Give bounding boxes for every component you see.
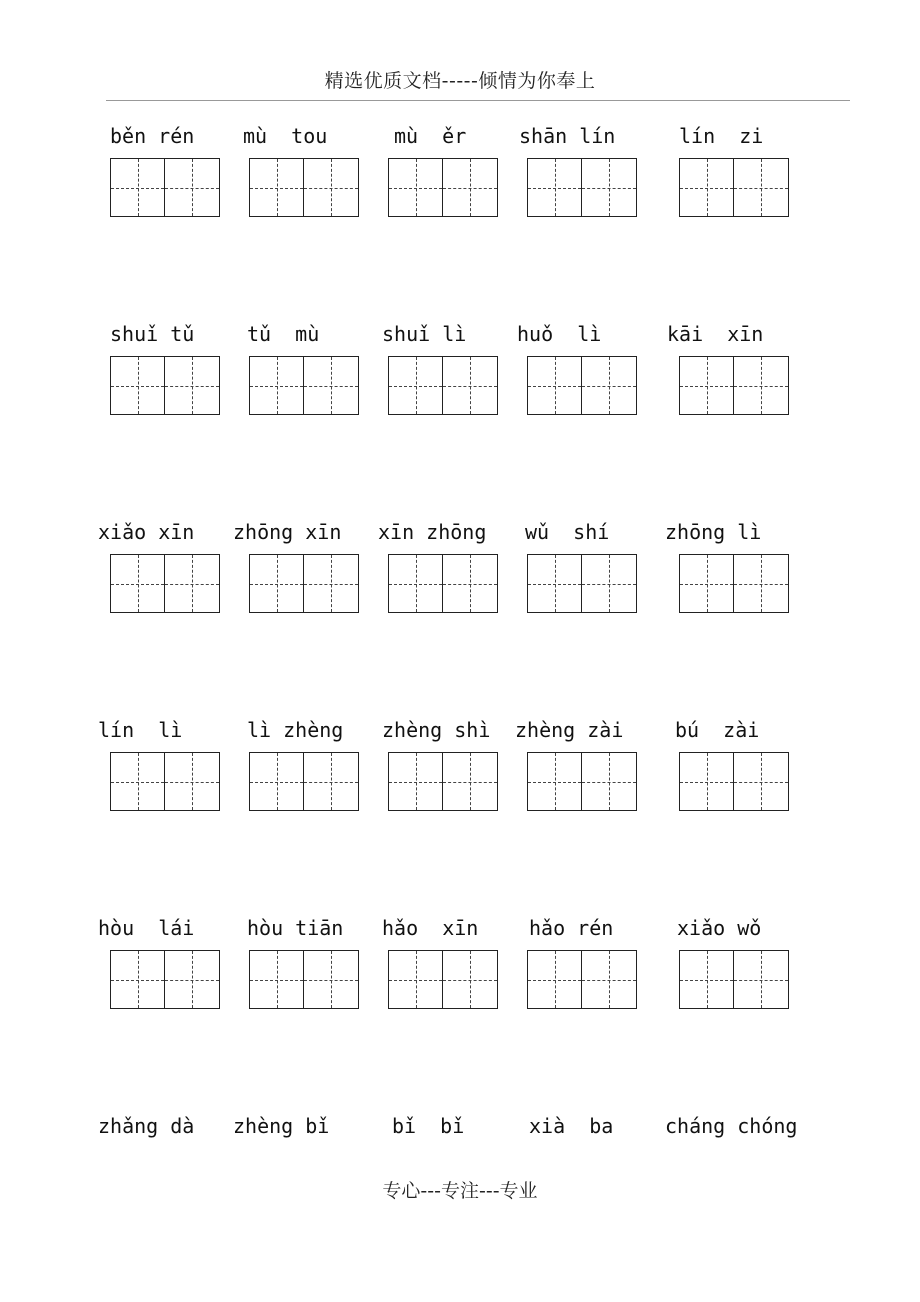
pinyin-label: cháng chóng [665,1114,798,1138]
pinyin-label: shuǐ lì [382,322,467,346]
writing-grid [679,356,789,415]
page-footer: 专心---专注---专业 [382,1180,538,1202]
grid-guide-horizontal [734,782,788,783]
pinyin-label: zhèng zài [515,718,624,742]
grid-guide-horizontal [304,980,358,981]
writing-grid [679,554,789,613]
writing-grid [527,950,637,1009]
tianzige-cell[interactable] [388,356,443,415]
grid-guide-horizontal [528,584,581,585]
pinyin-label: bǐ bǐ [392,1114,465,1138]
pinyin-label: huǒ lì [517,322,602,346]
tianzige-cell[interactable] [249,752,304,811]
grid-guide-horizontal [389,386,442,387]
tianzige-cell[interactable] [110,950,165,1009]
pinyin-label: hòu tiān [247,916,344,940]
tianzige-cell[interactable] [582,554,637,613]
writing-grid [110,356,220,415]
writing-grid [679,158,789,217]
writing-grid [527,158,637,217]
grid-guide-horizontal [680,386,733,387]
grid-guide-horizontal [734,188,788,189]
tianzige-cell[interactable] [734,158,789,217]
writing-grid [249,554,359,613]
grid-guide-horizontal [165,584,219,585]
tianzige-cell[interactable] [582,752,637,811]
grid-guide-horizontal [250,188,303,189]
tianzige-cell[interactable] [734,356,789,415]
tianzige-cell[interactable] [388,554,443,613]
pinyin-label: mù tou [243,124,328,148]
writing-grid [388,554,498,613]
tianzige-cell[interactable] [679,554,734,613]
grid-guide-horizontal [165,188,219,189]
grid-guide-horizontal [250,386,303,387]
pinyin-label: zhèng bǐ [233,1114,330,1138]
grid-guide-horizontal [165,782,219,783]
tianzige-cell[interactable] [679,950,734,1009]
tianzige-cell[interactable] [249,554,304,613]
grid-guide-horizontal [389,980,442,981]
pinyin-label: hòu lái [98,916,195,940]
pinyin-label: běn rén [110,124,195,148]
grid-guide-horizontal [443,386,497,387]
tianzige-cell[interactable] [165,752,220,811]
writing-grid [388,356,498,415]
writing-grid [249,752,359,811]
tianzige-cell[interactable] [249,356,304,415]
grid-guide-horizontal [734,386,788,387]
tianzige-cell[interactable] [679,158,734,217]
grid-guide-horizontal [389,584,442,585]
tianzige-cell[interactable] [527,752,582,811]
tianzige-cell[interactable] [304,950,359,1009]
tianzige-cell[interactable] [443,554,498,613]
pinyin-label: lín zi [679,124,764,148]
tianzige-cell[interactable] [388,950,443,1009]
pinyin-label: shān lín [519,124,616,148]
pinyin-label: bú zài [675,718,760,742]
grid-guide-horizontal [443,782,497,783]
grid-guide-horizontal [304,386,358,387]
pinyin-label: kāi xīn [667,322,764,346]
grid-guide-horizontal [111,782,164,783]
writing-grid [249,950,359,1009]
grid-guide-horizontal [165,980,219,981]
tianzige-cell[interactable] [165,554,220,613]
tianzige-cell[interactable] [304,752,359,811]
pinyin-label: zhǎng dà [98,1114,195,1138]
tianzige-cell[interactable] [110,158,165,217]
tianzige-cell[interactable] [527,554,582,613]
pinyin-label: zhōng xīn [233,520,342,544]
page-header: 精选优质文档-----倾情为你奉上 [324,70,596,92]
tianzige-cell[interactable] [388,752,443,811]
writing-grid [388,752,498,811]
grid-guide-horizontal [389,188,442,189]
tianzige-cell[interactable] [734,752,789,811]
pinyin-label: zhōng lì [665,520,762,544]
tianzige-cell[interactable] [165,950,220,1009]
tianzige-cell[interactable] [249,158,304,217]
tianzige-cell[interactable] [734,554,789,613]
pinyin-label: zhèng shì [382,718,491,742]
writing-grid [388,158,498,217]
grid-guide-horizontal [734,584,788,585]
grid-guide-horizontal [443,188,497,189]
grid-guide-horizontal [165,386,219,387]
writing-grid [110,752,220,811]
grid-guide-horizontal [582,386,636,387]
grid-guide-horizontal [582,782,636,783]
writing-grid [527,554,637,613]
grid-guide-horizontal [389,782,442,783]
grid-guide-horizontal [304,584,358,585]
grid-guide-horizontal [250,584,303,585]
grid-guide-horizontal [111,386,164,387]
tianzige-cell[interactable] [249,950,304,1009]
tianzige-cell[interactable] [527,356,582,415]
pinyin-label: tǔ mù [247,322,320,346]
grid-guide-horizontal [443,584,497,585]
writing-grid [527,752,637,811]
tianzige-cell[interactable] [443,752,498,811]
grid-guide-horizontal [304,782,358,783]
tianzige-cell[interactable] [679,752,734,811]
writing-grid [388,950,498,1009]
tianzige-cell[interactable] [304,356,359,415]
pinyin-label: mù ěr [394,124,467,148]
tianzige-cell[interactable] [443,950,498,1009]
pinyin-label: xīn zhōng [378,520,487,544]
pinyin-label: xià ba [529,1114,614,1138]
grid-guide-horizontal [582,584,636,585]
tianzige-cell[interactable] [304,158,359,217]
tianzige-cell[interactable] [165,158,220,217]
grid-guide-horizontal [528,386,581,387]
pinyin-label: hǎo rén [529,916,614,940]
grid-guide-horizontal [680,584,733,585]
pinyin-label: lín lì [98,718,183,742]
grid-guide-horizontal [304,188,358,189]
grid-guide-horizontal [680,188,733,189]
writing-grid [110,158,220,217]
pinyin-label: hǎo xīn [382,916,479,940]
grid-guide-horizontal [443,980,497,981]
grid-guide-horizontal [582,980,636,981]
tianzige-cell[interactable] [443,356,498,415]
writing-grid [679,950,789,1009]
grid-guide-horizontal [250,782,303,783]
grid-guide-horizontal [528,980,581,981]
tianzige-cell[interactable] [388,158,443,217]
pinyin-label: xiǎo wǒ [677,916,762,940]
tianzige-cell[interactable] [165,356,220,415]
tianzige-cell[interactable] [110,752,165,811]
pinyin-label: lì zhèng [247,718,344,742]
grid-guide-horizontal [111,980,164,981]
grid-guide-horizontal [111,584,164,585]
pinyin-label: wǔ shí [525,520,610,544]
tianzige-cell[interactable] [582,356,637,415]
header-divider [106,100,850,101]
pinyin-label: xiǎo xīn [98,520,195,544]
tianzige-cell[interactable] [582,158,637,217]
writing-grid [110,554,220,613]
tianzige-cell[interactable] [734,950,789,1009]
writing-grid [527,356,637,415]
tianzige-cell[interactable] [110,554,165,613]
grid-guide-horizontal [582,188,636,189]
tianzige-cell[interactable] [527,950,582,1009]
tianzige-cell[interactable] [304,554,359,613]
grid-guide-horizontal [250,980,303,981]
writing-grid [249,158,359,217]
grid-guide-horizontal [528,782,581,783]
grid-guide-horizontal [111,188,164,189]
grid-guide-horizontal [734,980,788,981]
writing-grid [249,356,359,415]
grid-guide-horizontal [528,188,581,189]
tianzige-cell[interactable] [110,356,165,415]
tianzige-cell[interactable] [582,950,637,1009]
tianzige-cell[interactable] [679,356,734,415]
grid-guide-horizontal [680,782,733,783]
writing-grid [679,752,789,811]
grid-guide-horizontal [680,980,733,981]
writing-grid [110,950,220,1009]
pinyin-label: shuǐ tǔ [110,322,195,346]
tianzige-cell[interactable] [527,158,582,217]
tianzige-cell[interactable] [443,158,498,217]
